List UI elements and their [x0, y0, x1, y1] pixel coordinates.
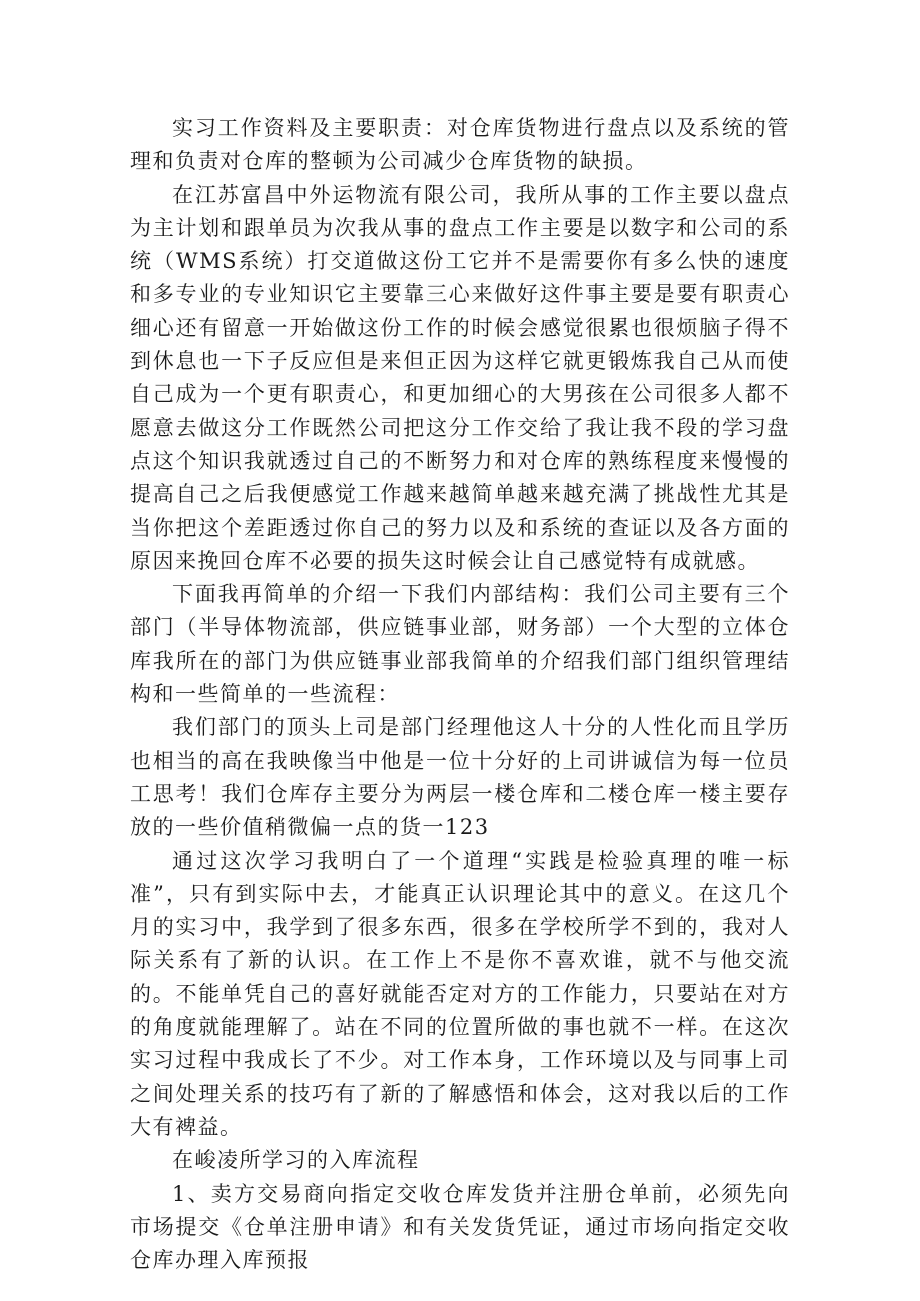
document-body — [130, 112, 790, 1277]
paragraph-internal-structure: 下面我再简单的介绍一下我们内部结构：我们公司主要有三个部门（半导体物流部，供应链事业部，财务部）一个大型的立体仓库我所在的部门为供应链事业部我简单的介绍我们部门组织管理结构和一些简单的一些流程： — [130, 582, 790, 707]
paragraph-duties: 实习工作资料及主要职责：对仓库货物进行盘点以及系统的管理和负责对仓库的整顿为公司减少仓库货物的缺损。 — [130, 116, 790, 174]
paragraph-department-manager: 我们部门的顶头上司是部门经理他这人十分的人性化而且学历也相当的高在我映像当中他是一位十分好的上司讲诚信为每一位员工思考！我们仓库存主要分为两层一楼仓库和二楼仓库一楼主要存放的一些价值稍微偏一点的货一123 — [130, 715, 790, 840]
paragraph-work-description: 在江苏富昌中外运物流有限公司，我所从事的工作主要以盘点为主计划和跟单员为次我从事的盘点工作主要是以数字和公司的系统（WMS系统）打交道做这份工它并不是需要你有多么快的速度和多专业的专业知识它主要靠三心来做好这件事主要是要有职责心细心还有留意一开始做这份工作的时候会感觉很累也很烦脑子得不到休息也一下子反应但是来但正因为这样它就更锻炼我自己从而使自己成为一个更有职责心，和更加细心的大男孩在公司很多人都不愿意去做这分工作既然公司把这分工作交给了我让我不段的学习盘点这个知识我就透过自己的不断努力和对仓库的熟练程度来慢慢的提高自己之后我便感觉工作越来越简单越来越充满了挑战性尤其是当你把这个差距透过你自己的努力以及和系统的查证以及各方面的原因来挽回仓库不必要的损失这时候会让自己感觉特有成就感。 — [130, 182, 790, 573]
paragraph-inbound-step-1: 1、卖方交易商向指定交收仓库发货并注册仓单前，必须先向市场提交《仓单注册申请》和有关发货凭证，通过市场向指定交收仓库办理入库预报 — [130, 1181, 790, 1273]
paragraph-inbound-heading: 在峻凌所学习的入库流程 — [172, 1148, 420, 1173]
paragraph-reflection: 通过这次学习我明白了一个道理“实践是检验真理的唯一标准”，只有到实际中去，才能真正认识理论其中的意义。在这几个月的实习中，我学到了很多东西，很多在学校所学不到的，我对人际关系有了新的认识。在工作上不是你不喜欢谁，就不与他交流的。不能单凭自己的喜好就能否定对方的工作能力，只要站在对方的角度就能理解了。站在不同的位置所做的事也就不一样。在这次实习过程中我成长了不少。对工作本身，工作环境以及与同事上司之间处理关系的技巧有了新的了解感悟和体会，这对我以后的工作大有裨益。 — [130, 848, 790, 1139]
